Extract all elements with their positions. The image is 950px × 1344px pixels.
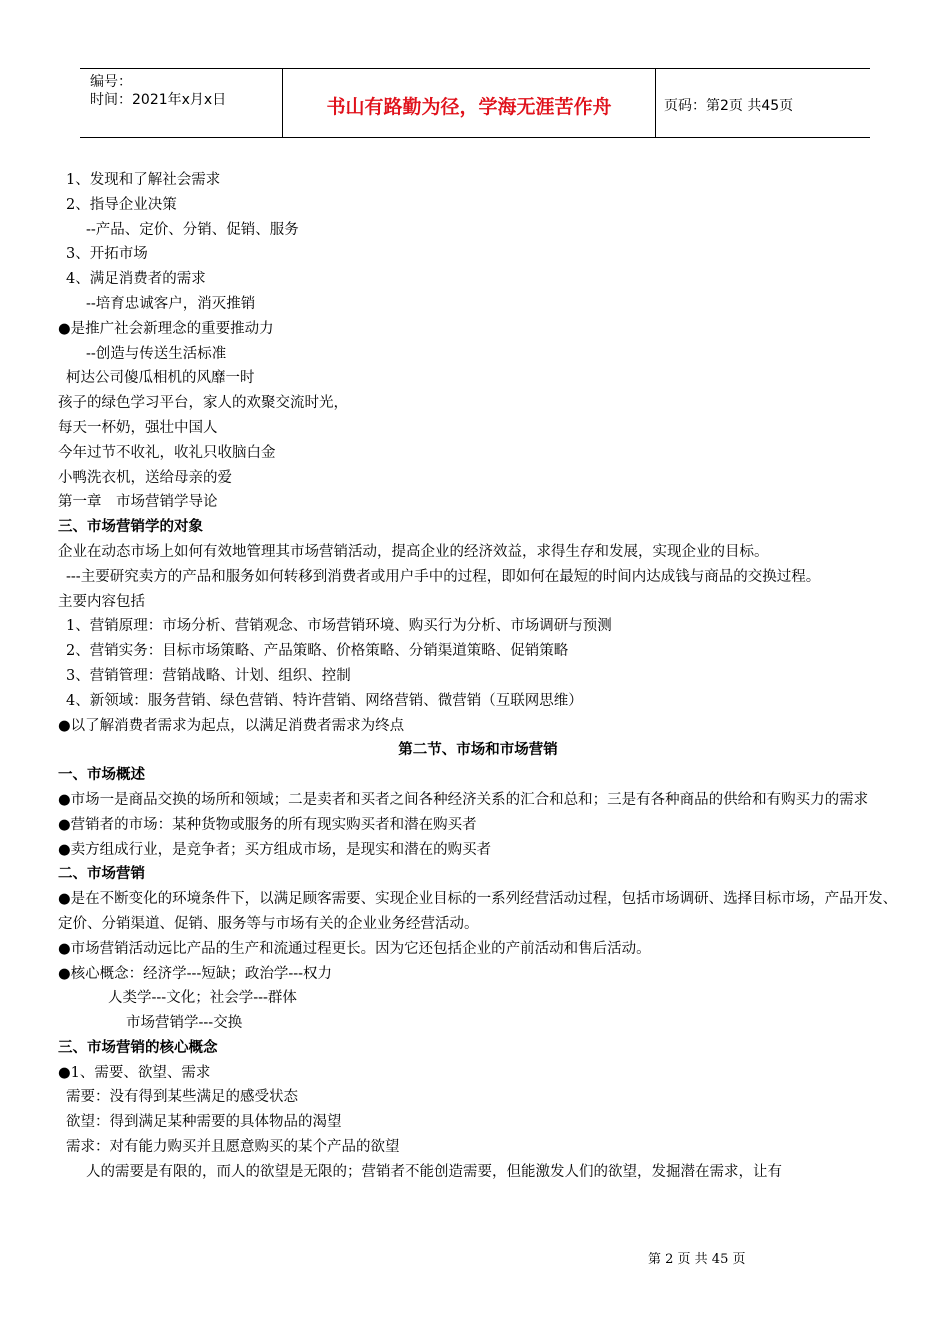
section-heading: 一、市场概述 [58, 767, 145, 784]
list-item: 2、营销实务：目标市场策略、产品策略、价格策略、分销渠道策略、促销策略 [66, 643, 569, 660]
document-number-label: 编号： [90, 74, 132, 90]
section-heading: 三、市场营销学的对象 [58, 519, 203, 536]
text-line: --创造与传送生活标准 [86, 345, 227, 362]
bullet-line: ●1、需要、欲望、需求 [58, 1064, 211, 1081]
definition-line: 需要：没有得到某些满足的感受状态 [66, 1089, 298, 1106]
header-page-label: 页码：第2页 共45页 [664, 98, 794, 114]
header-left-cell [80, 69, 282, 137]
header-table [80, 68, 870, 138]
text-line: 主要内容包括 [58, 593, 145, 610]
text-line: --产品、定价、分销、促销、服务 [86, 221, 299, 238]
header-motto: 书山有路勤为径，学海无涯苦作舟 [282, 69, 656, 137]
section-heading: 二、市场营销 [58, 866, 145, 883]
list-item: 4、新领域：服务营销、绿色营销、特许营销、网络营销、微营销（互联网思维） [66, 692, 583, 709]
text-line: 市场营销学---交换 [126, 1015, 243, 1032]
section-heading: 三、市场营销的核心概念 [58, 1039, 218, 1056]
definition-line: 欲望：得到满足某种需要的具体物品的渴望 [66, 1114, 342, 1131]
bullet-paragraph: ●市场一是商品交换的场所和领域；二是卖者和买者之间各种经济关系的汇合和总和；三是有各种商品的供给和有购买力的需求 [58, 791, 869, 808]
section-title: 第二节、市场和市场营销 [398, 742, 558, 759]
list-item: 1、营销原理：市场分析、营销观念、市场营销环境、购买行为分析、市场调研与预测 [66, 618, 612, 635]
bullet-line: ●以了解消费者需求为起点，以满足消费者需求为终点 [58, 717, 405, 734]
bullet-line: ●营销者的市场：某种货物或服务的所有现实购买者和潜在购买者 [58, 816, 477, 833]
paragraph: ---主要研究卖方的产品和服务如何转移到消费者或用户手中的过程，即如何在最短的时间内达成钱与商品的交换过程。 [66, 568, 821, 585]
document-body [58, 168, 898, 1185]
bullet-line: ●卖方组成行业，是竞争者；买方组成市场，是现实和潜在的购买者 [58, 841, 492, 858]
page-footer: 第 2 页 共 45 页 [648, 1252, 746, 1267]
text-line: 2、指导企业决策 [66, 196, 177, 213]
bullet-line: ●核心概念：经济学---短缺；政治学---权力 [58, 965, 333, 982]
text-line: 柯达公司傻瓜相机的风靡一时 [66, 370, 255, 387]
text-line: --培育忠诚客户，消灭推销 [86, 295, 256, 312]
bullet-line: ●是推广社会新理念的重要推动力 [58, 320, 274, 337]
text-line: 4、满足消费者的需求 [66, 271, 206, 288]
text-line: 1、发现和了解社会需求 [66, 172, 221, 188]
chapter-title: 第一章 市场营销学导论 [58, 494, 218, 511]
definition-line: 需求：对有能力购买并且愿意购买的某个产品的欲望 [66, 1139, 400, 1156]
text-line: 每天一杯奶，强壮中国人 [58, 419, 218, 436]
text-line: 3、开拓市场 [66, 246, 148, 263]
text-line: 人类学---文化；社会学---群体 [108, 990, 297, 1007]
text-line: 小鸭洗衣机，送给母亲的爱 [58, 469, 232, 486]
document-date-label: 时间：2021年x月x日 [90, 92, 227, 108]
bullet-line: ●市场营销活动远比产品的生产和流通过程更长。因为它还包括企业的产前活动和售后活动。 [58, 940, 651, 957]
bullet-paragraph: ●是在不断变化的环境条件下，以满足顾客需要、实现企业目标的一系列经营活动过程，包括市场调研、选择目标市场，产品开发、定价、分销渠道、促销、服务等与市场有关的企业业务经营活动。 [58, 891, 898, 932]
paragraph: 人的需要是有限的，而人的欲望是无限的；营销者不能创造需要，但能激发人们的欲望，发掘潜在需求，让有 [86, 1163, 782, 1180]
list-item: 3、营销管理：营销战略、计划、组织、控制 [66, 667, 351, 684]
text-line: 孩子的绿色学习平台，家人的欢聚交流时光， [58, 395, 348, 412]
text-line: 今年过节不收礼，收礼只收脑白金 [58, 444, 276, 461]
paragraph: 企业在动态市场上如何有效地管理其市场营销活动，提高企业的经济效益，求得生存和发展，实现企业的目标。 [58, 543, 769, 560]
